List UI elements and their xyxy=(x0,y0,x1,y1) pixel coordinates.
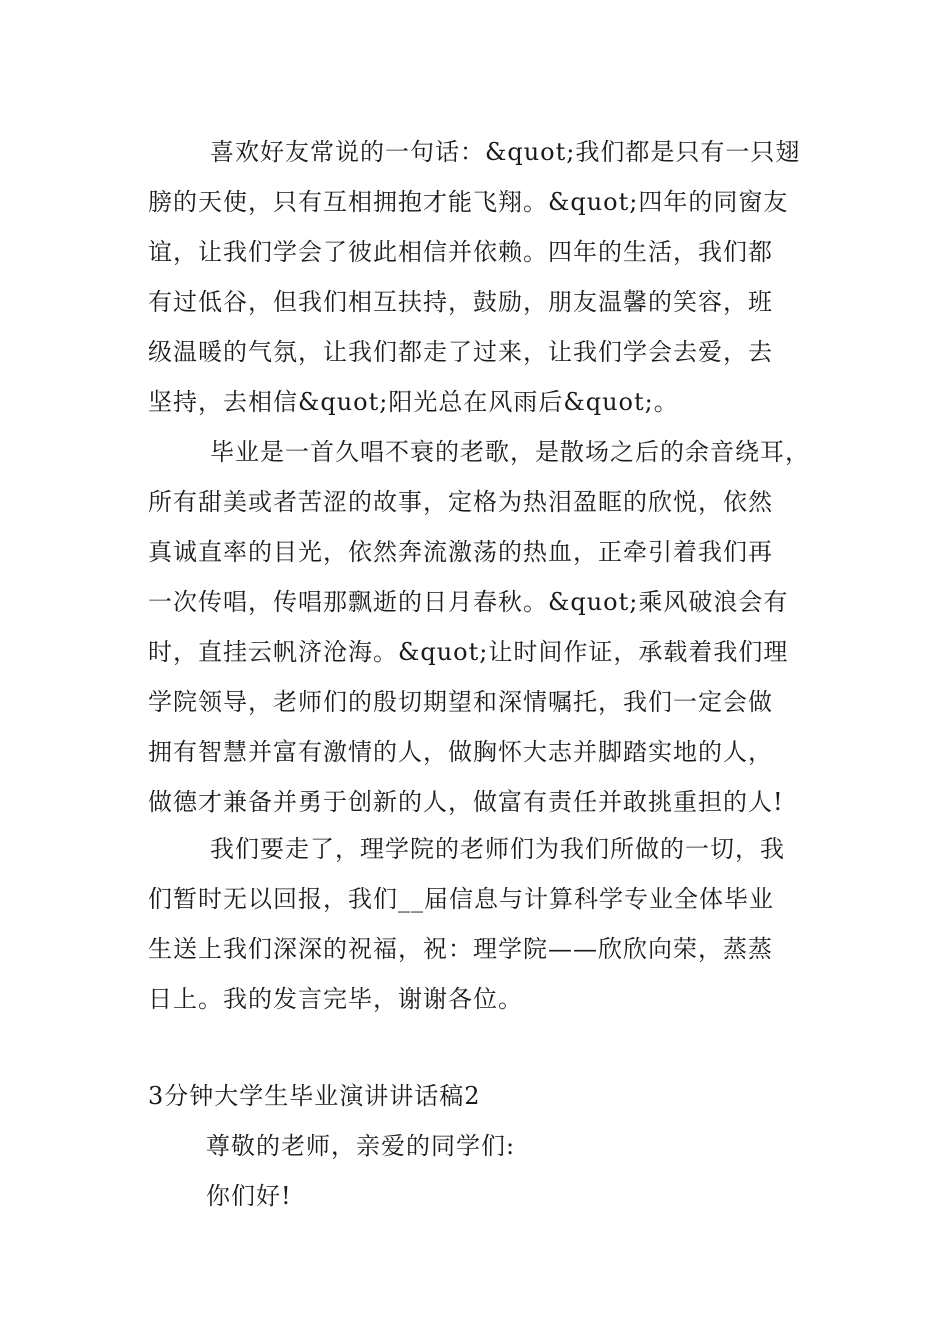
paragraph-line: 坚持，去相信&quot;阳光总在风雨后&quot;。 xyxy=(148,388,679,416)
paragraph-2 xyxy=(148,427,828,827)
paragraph-line: 毕业是一首久唱不衰的老歌，是散场之后的余音绕耳， xyxy=(210,438,810,466)
paragraph-line: 所有甜美或者苦涩的故事，定格为热泪盈眶的欣悦，依然 xyxy=(148,488,773,516)
paragraph-line: 级温暖的气氛，让我们都走了过来，让我们学会去爱，去 xyxy=(148,338,773,366)
paragraph-line: 谊，让我们学会了彼此相信并依赖。四年的生活，我们都 xyxy=(148,238,773,266)
paragraph-line: 时，直挂云帆济沧海。&quot;让时间作证，承载着我们理 xyxy=(148,638,789,666)
salutation: 尊敬的老师，亲爱的同学们: xyxy=(206,1132,516,1160)
greeting: 你们好! xyxy=(206,1182,292,1210)
paragraph-line: 我们要走了，理学院的老师们为我们所做的一切，我 xyxy=(210,835,785,863)
paragraph-line: 做德才兼备并勇于创新的人，做富有责任并敢挑重担的人! xyxy=(148,788,784,816)
paragraph-line: 一次传唱，传唱那飘逝的日月春秋。&quot;乘风破浪会有 xyxy=(148,588,789,616)
paragraph-3 xyxy=(148,824,828,1024)
paragraph-1 xyxy=(148,127,828,427)
paragraph-line: 膀的天使，只有互相拥抱才能飞翔。&quot;四年的同窗友 xyxy=(148,188,789,216)
paragraph-line: 生送上我们深深的祝福，祝：理学院——欣欣向荣，蒸蒸 xyxy=(148,935,773,963)
paragraph-line: 日上。我的发言完毕，谢谢各位。 xyxy=(148,985,523,1013)
paragraph-line: 学院领导，老师们的殷切期望和深情嘱托，我们一定会做 xyxy=(148,688,773,716)
paragraph-line: 真诚直率的目光，依然奔流激荡的热血，正牵引着我们再 xyxy=(148,538,773,566)
paragraph-line: 拥有智慧并富有激情的人，做胸怀大志并脚踏实地的人， xyxy=(148,738,773,766)
speech-opening xyxy=(148,1121,828,1221)
paragraph-line: 喜欢好友常说的一句话：&quot;我们都是只有一只翅 xyxy=(210,138,801,166)
paragraph-line: 有过低谷，但我们相互扶持，鼓励，朋友温馨的笑容，班 xyxy=(148,288,773,316)
paragraph-line: 们暂时无以回报，我们__届信息与计算科学专业全体毕业 xyxy=(148,885,774,913)
section-heading: 3分钟大学生毕业演讲讲话稿2 xyxy=(148,1082,481,1110)
section-heading-block xyxy=(148,1071,828,1121)
